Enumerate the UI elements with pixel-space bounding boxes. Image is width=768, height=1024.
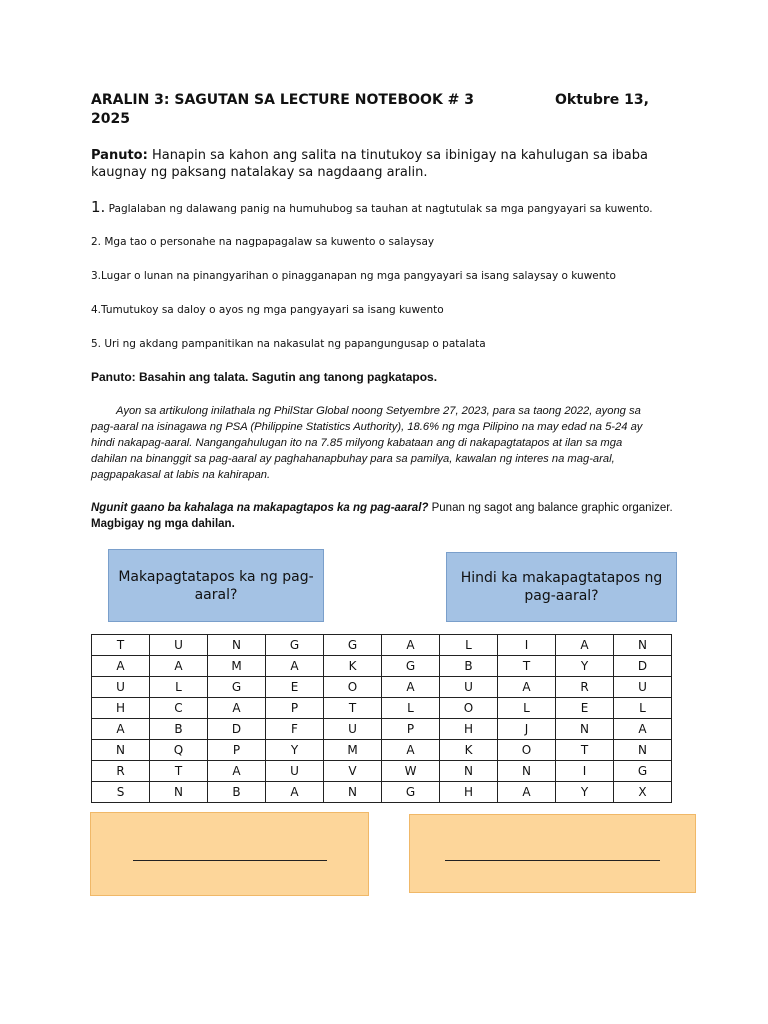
grid-cell: B [208, 782, 266, 803]
grid-cell: G [208, 677, 266, 698]
answer-line-left[interactable] [133, 860, 327, 861]
answer-box-right[interactable] [409, 814, 696, 893]
grid-cell: Y [556, 656, 614, 677]
organizer-right-box [446, 552, 677, 622]
instructions-2: Panuto: Basahin ang talata. Sagutin ang tanong pagkatapos. [91, 370, 438, 384]
question [91, 500, 681, 532]
grid-cell: U [440, 677, 498, 698]
grid-cell: N [498, 761, 556, 782]
grid-cell: A [614, 719, 672, 740]
date: Oktubre 13, [555, 92, 649, 108]
grid-cell: A [382, 677, 440, 698]
grid-row [92, 740, 672, 761]
grid-cell: N [614, 740, 672, 761]
grid-cell: N [92, 740, 150, 761]
grid-cell: S [92, 782, 150, 803]
grid-cell: A [208, 698, 266, 719]
grid-row [92, 698, 672, 719]
item-3: 3.Lugar o lunan na pinangyarihan o pinagganapan ng mga pangyayari sa isang salaysay o kuwento [91, 270, 616, 282]
grid-cell: G [266, 635, 324, 656]
organizer-left-box [108, 549, 324, 622]
grid-row [92, 677, 672, 698]
grid-cell: G [382, 782, 440, 803]
grid-cell: P [266, 698, 324, 719]
grid-row [92, 635, 672, 656]
grid-row [92, 719, 672, 740]
date-year: 2025 [91, 111, 130, 127]
grid-cell: A [92, 656, 150, 677]
grid-cell: M [324, 740, 382, 761]
grid-cell: L [150, 677, 208, 698]
organizer-right-label: Hindi ka makapagtatapos ng pag-aaral? [460, 570, 663, 604]
item-1 [91, 198, 653, 216]
grid-cell: O [324, 677, 382, 698]
word-search-grid [91, 634, 672, 803]
item-4: 4.Tumutukoy sa daloy o ayos ng mga pangyayari sa isang kuwento [91, 304, 444, 316]
grid-cell: B [150, 719, 208, 740]
grid-cell: X [614, 782, 672, 803]
instructions-1 [91, 147, 651, 181]
grid-cell: J [498, 719, 556, 740]
grid-cell: F [266, 719, 324, 740]
grid-cell: L [382, 698, 440, 719]
grid-cell: A [150, 656, 208, 677]
grid-cell: U [324, 719, 382, 740]
grid-cell: T [498, 656, 556, 677]
grid-cell: N [324, 782, 382, 803]
grid-cell: A [208, 761, 266, 782]
grid-cell: A [266, 782, 324, 803]
grid-cell: G [324, 635, 382, 656]
grid-cell: H [440, 719, 498, 740]
grid-cell: A [556, 635, 614, 656]
grid-cell: A [92, 719, 150, 740]
grid-cell: A [382, 740, 440, 761]
grid-cell: U [614, 677, 672, 698]
grid-cell: K [440, 740, 498, 761]
instructions-text: Hanapin sa kahon ang salita na tinutukoy sa ibinigay na kahulugan sa ibaba kaugnay ng paksang natalakay sa nagdaang aralin. [91, 148, 648, 180]
grid-cell: A [266, 656, 324, 677]
grid-cell: U [266, 761, 324, 782]
grid-cell: A [382, 635, 440, 656]
grid-cell: R [556, 677, 614, 698]
grid-cell: N [208, 635, 266, 656]
grid-cell: W [382, 761, 440, 782]
grid-cell: K [324, 656, 382, 677]
grid-cell: Y [266, 740, 324, 761]
instructions-label: Panuto: [91, 148, 148, 163]
item-5: 5. Uri ng akdang pampanitikan na nakasulat ng papangungusap o patalata [91, 338, 486, 350]
grid-cell: U [150, 635, 208, 656]
grid-cell: O [440, 698, 498, 719]
grid-cell: I [498, 635, 556, 656]
grid-cell: N [614, 635, 672, 656]
item-1-number: 1. [91, 198, 106, 216]
item-2: 2. Mga tao o personahe na nagpapagalaw sa kuwento o salaysay [91, 236, 435, 248]
grid-cell: D [208, 719, 266, 740]
question-bold: Magbigay ng mga dahilan. [91, 518, 235, 530]
grid-cell: P [208, 740, 266, 761]
grid-cell: L [614, 698, 672, 719]
grid-cell: U [92, 677, 150, 698]
grid-cell: A [498, 677, 556, 698]
grid-cell: H [92, 698, 150, 719]
grid-cell: V [324, 761, 382, 782]
grid-row [92, 761, 672, 782]
grid-cell: P [382, 719, 440, 740]
grid-cell: E [266, 677, 324, 698]
grid-row [92, 656, 672, 677]
grid-cell: E [556, 698, 614, 719]
answer-box-left[interactable] [90, 812, 369, 896]
answer-line-right[interactable] [445, 860, 660, 861]
question-normal: Punan ng sagot ang balance graphic organizer. [428, 502, 673, 514]
lesson-title: ARALIN 3: SAGUTAN SA LECTURE NOTEBOOK # 3 [91, 92, 475, 108]
grid-cell: T [92, 635, 150, 656]
grid-cell: N [440, 761, 498, 782]
grid-cell: Q [150, 740, 208, 761]
grid-cell: G [614, 761, 672, 782]
grid-cell: A [498, 782, 556, 803]
organizer-left-label: Makapagtatapos ka ng pag-aaral? [118, 568, 314, 603]
grid-cell: D [614, 656, 672, 677]
grid-cell: L [498, 698, 556, 719]
item-1-text: Paglalaban ng dalawang panig na humuhubog sa tauhan at nagtutulak sa mga pangyayari sa kuwento. [108, 203, 653, 215]
grid-cell: L [440, 635, 498, 656]
grid-cell: T [556, 740, 614, 761]
grid-cell: M [208, 656, 266, 677]
question-italic: Ngunit gaano ba kahalaga na makapagtapos ka ng pag-aaral? [91, 502, 429, 514]
grid-cell: C [150, 698, 208, 719]
grid-cell: T [324, 698, 382, 719]
grid-cell: R [92, 761, 150, 782]
grid-cell: Y [556, 782, 614, 803]
grid-cell: H [440, 782, 498, 803]
grid-cell: T [150, 761, 208, 782]
grid-cell: I [556, 761, 614, 782]
grid-cell: N [556, 719, 614, 740]
grid-cell: B [440, 656, 498, 677]
grid-row [92, 782, 672, 803]
reading-paragraph: Ayon sa artikulong inilathala ng PhilStar Global noong Setyembre 27, 2023, para sa taong 2022, ayong sa pag-aaral na isinagawa ng PSA (Philippine Statistics Authority), 18.6% ng mga Pilipino na may edad na 5-24 ay hindi nakapag-aaral. Nangangahulugan ito na 7.85 milyong kabataan ang di nakapagtatapos at ilan sa mga dahilan na binanggit sa pag-aaral ay paghahanapbuhay para sa pamilya, kawalan ng interes na mag-aral, pagpapakasal at labis na kahirapan. [91, 405, 643, 481]
grid-cell: O [498, 740, 556, 761]
grid-cell: G [382, 656, 440, 677]
grid-cell: N [150, 782, 208, 803]
